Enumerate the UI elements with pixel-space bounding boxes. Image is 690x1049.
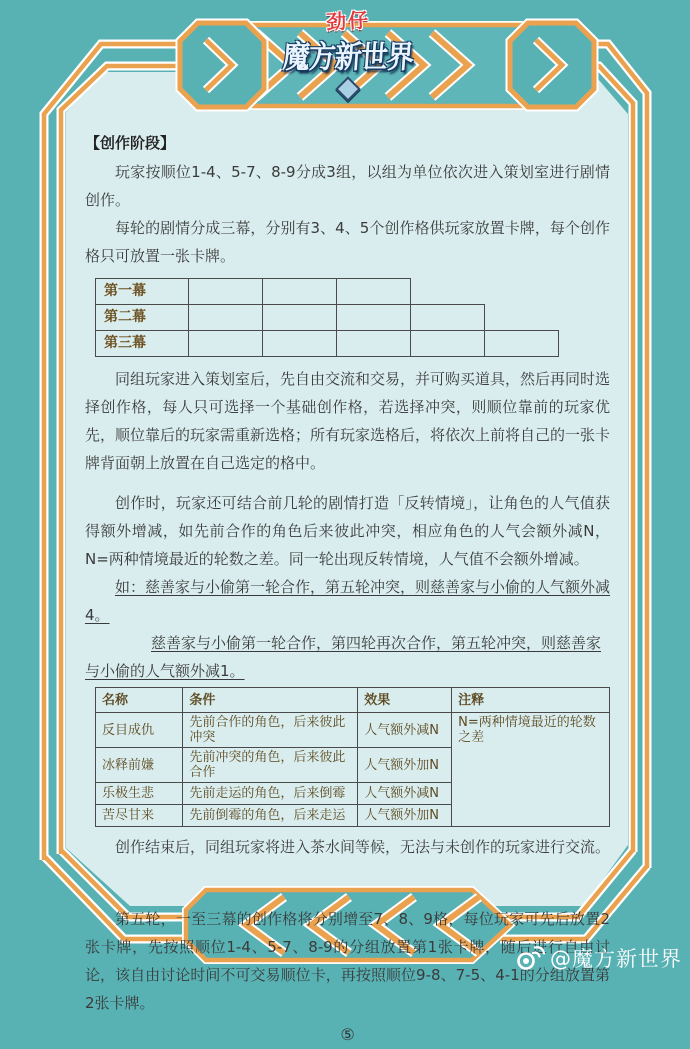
weibo-icon	[515, 945, 545, 971]
example-line-2: 慈善家与小偷第一轮合作，第四轮再次合作，第五轮冲突，则慈善家与小偷的人气额外减1。	[85, 634, 602, 680]
acts-slots-table	[95, 278, 610, 357]
creation-slot	[410, 305, 484, 330]
cell-condition: 先前倒霉的角色，后来走运	[183, 805, 358, 827]
page-number: ⑤	[340, 1025, 355, 1044]
paragraph-grouping: 玩家按顺位1-4、5-7、8-9分成3组，以组为单位依次进入策划室进行剧情创作。	[85, 163, 610, 209]
cell-condition: 先前走运的角色，后来倒霉	[183, 783, 358, 805]
acts-table-row-3	[95, 330, 559, 357]
cell-condition: 先前合作的角色，后来彼此冲突	[183, 713, 358, 748]
creation-slot	[188, 305, 262, 330]
example-line-1: 如：慈善家与小偷第一轮合作，第五轮冲突，则慈善家与小偷的人气额外减4。	[85, 578, 611, 624]
section-heading: 【创作阶段】	[85, 134, 176, 152]
creation-slot	[188, 331, 262, 356]
cell-name: 乐极生悲	[96, 783, 183, 805]
act-label: 第三幕	[104, 335, 146, 351]
creation-slot	[336, 279, 410, 304]
cell-name: 反目成仇	[96, 713, 183, 748]
effects-table-row	[96, 713, 610, 748]
cell-name: 冰释前嫌	[96, 748, 183, 783]
cell-effect: 人气额外加N	[358, 748, 452, 783]
creation-slot	[262, 331, 336, 356]
header-name: 名称	[96, 688, 183, 713]
weibo-watermark	[515, 943, 682, 973]
reversal-effects-table	[95, 687, 610, 827]
brand-main-label: 魔方新世界	[281, 40, 415, 76]
cell-effect: 人气额外加N	[358, 805, 452, 827]
right-octagon-node	[510, 23, 594, 107]
effects-table-header-row	[96, 688, 610, 713]
creation-slot	[410, 331, 484, 356]
logo-cube-base-icon	[335, 76, 360, 101]
brand-top-label: 劲仔	[325, 7, 371, 35]
cell-effect: 人气额外减N	[358, 713, 452, 748]
creation-slot	[336, 331, 410, 356]
acts-table-row-2	[95, 304, 485, 331]
paragraph-reversal-rule: 创作时，玩家还可结合前几轮的剧情打造「反转情境」，让角色的人气值获得额外增减，如先前合作的角色后来彼此冲突，相应角色的人气会额外减N，N=两种情境最近的轮数之差。同一轮出现反转情境，人气值不会额外增减。	[85, 494, 610, 568]
paragraph-acts-intro: 每轮的剧情分成三幕，分别有3、4、5个创作格供玩家放置卡牌，每个创作格只可放置一张卡牌。	[85, 219, 610, 265]
act-label: 第一幕	[104, 283, 146, 299]
creation-slot	[484, 331, 558, 356]
cell-effect: 人气额外减N	[358, 783, 452, 805]
show-logo	[266, 5, 430, 98]
cell-name: 苦尽甘来	[96, 805, 183, 827]
creation-slot	[188, 279, 262, 304]
cell-note: N=两种情境最近的轮数之差	[452, 713, 610, 827]
creation-slot	[336, 305, 410, 330]
rules-document	[66, 108, 628, 1049]
left-octagon-node	[180, 23, 264, 107]
creation-slot	[262, 279, 336, 304]
header-note: 注释	[452, 688, 610, 713]
creation-slot	[262, 305, 336, 330]
act-label: 第二幕	[104, 309, 146, 325]
acts-table-row-1	[95, 278, 411, 305]
header-effect: 效果	[358, 688, 452, 713]
paragraph-slot-selection: 同组玩家进入策划室后，先自由交流和交易，并可购买道具，然后再同时选择创作格，每人只可选择一个基础创作格，若选择冲突，则顺位靠前的玩家优先，顺位靠后的玩家需重新选格；所有玩家选格后，将依次上前将自己的一张卡牌背面朝上放置在自己选定的格中。	[85, 370, 611, 472]
paragraph-round-five: 第五轮，一至三幕的创作格将分别增至7、8、9格，每位玩家可先后放置2张卡牌，先按照顺位1-4、5-7、8-9的分组放置第1张卡牌，随后进行自由讨论，该自由讨论时间不可交易顺位卡，再按照顺位9-8、7-5、4-1的分组放置第2张卡牌。	[85, 910, 610, 1012]
header-condition: 条件	[183, 688, 358, 713]
paragraph-tea-room: 创作结束后，同组玩家将进入茶水间等候，无法与未创作的玩家进行交流。	[115, 838, 611, 856]
cell-condition: 先前冲突的角色，后来彼此合作	[183, 748, 358, 783]
watermark-text: @魔方新世界	[550, 947, 682, 971]
